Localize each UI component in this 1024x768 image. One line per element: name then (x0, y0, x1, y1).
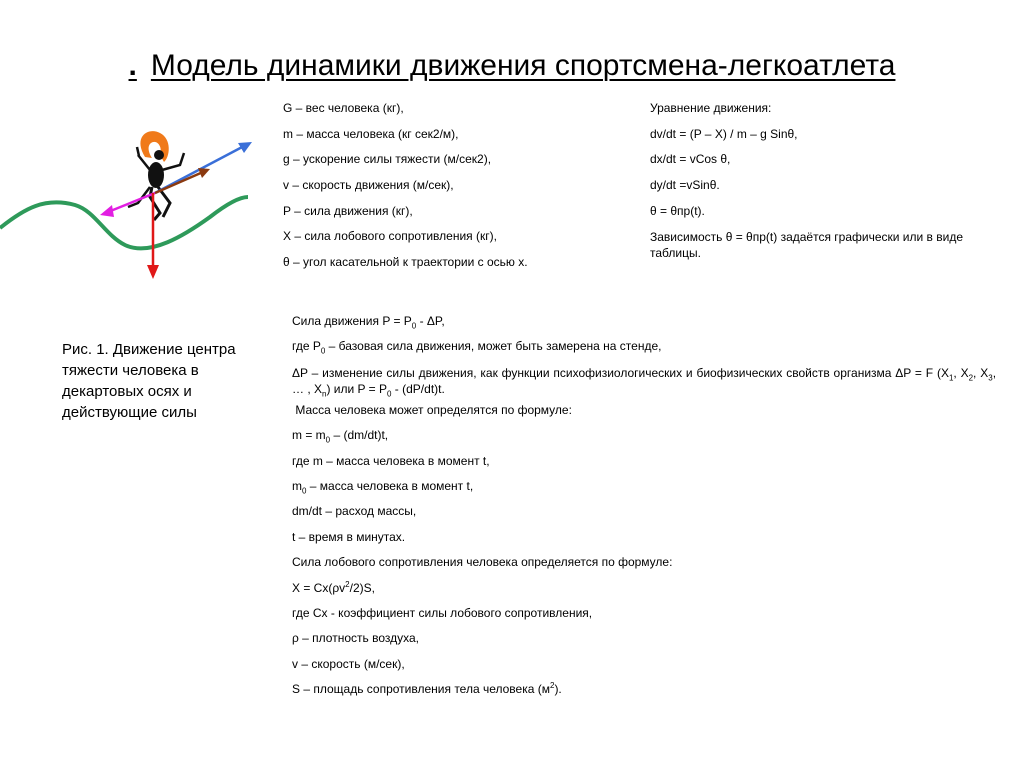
definition-line: X – сила лобового сопротивления (кг), (283, 229, 497, 244)
equation-line: dy/dt =vSinθ. (650, 178, 720, 193)
definition-line: v – скорость движения (м/сек), (283, 178, 454, 193)
main-text (292, 314, 996, 707)
motion-equations (650, 101, 995, 261)
page-title (0, 46, 1024, 86)
equation-line: dv/dt = (P – X) / m – g Sinθ, (650, 126, 798, 141)
equations-heading: Уравнение движения: (650, 101, 772, 115)
title-text: Модель динамики движения спортсмена-легкоатлета (150, 49, 896, 82)
text-line: t – время в минутах. (292, 529, 406, 544)
text-line: Масса человека может определятся по формуле: (292, 402, 572, 417)
runner-figure-icon (128, 131, 184, 220)
definition-line: G – вес человека (кг), (283, 101, 404, 115)
equation-line: dx/dt = vCos θ, (650, 152, 731, 167)
text-line: $X = Cx(\rho v^2/2)S$, (292, 579, 375, 595)
text-line: Сила лобового сопротивления человека определяется по формуле: (292, 555, 673, 570)
runner-illustration (0, 125, 270, 290)
definition-line: P – сила движения (кг), (283, 203, 413, 218)
text-line: где m – масса человека в момент t, (292, 453, 490, 468)
text-line: ρ – плотность воздуха, (292, 631, 419, 646)
definition-line: m – масса человека (кг сек2/м), (283, 126, 459, 141)
text-line: $m_0$ – масса человека в момент t, (292, 478, 474, 496)
text-paragraph: ΔP – изменение силы движения, как функции психофизиологических и биофизических свойств организма ΔP = F ($X_1$, $X_2$, $X_3$, … , $X_n$) или $P = P_0 - (dP/dt)t$. (292, 365, 997, 399)
text-line: v – скорость (м/сек), (292, 656, 405, 671)
equation-line: θ = θпр(t). (650, 203, 705, 218)
variable-definitions (283, 101, 633, 281)
text-line: $m = m_0 - (dm/dt)t$, (292, 428, 389, 445)
text-line: где Cx - коэффициент силы лобового сопротивления, (292, 605, 593, 620)
text-line: где $P_0$ – базовая сила движения, может быть замерена на стенде, (292, 339, 662, 356)
definition-line: g – ускорение силы тяжести (м/сек2), (283, 152, 492, 167)
force-arrows-icon (100, 142, 252, 279)
text-line: S – площадь сопротивления тела человека $(м^2)$. (292, 681, 562, 697)
text-line: dm/dt – расход массы, (292, 504, 417, 519)
title-bullet: . (128, 49, 137, 82)
equations-note: Зависимость θ = θпр(t) задаётся графически или в виде таблицы. (650, 230, 964, 261)
text-line: Сила движения $P = P_0 - \Delta P$, (292, 314, 445, 331)
definition-line: θ – угол касательной к траектории с осью x. (283, 255, 528, 270)
figure-caption: Рис. 1. Движение центра тяжести человека в декартовых осях и действующие силы (62, 341, 236, 421)
